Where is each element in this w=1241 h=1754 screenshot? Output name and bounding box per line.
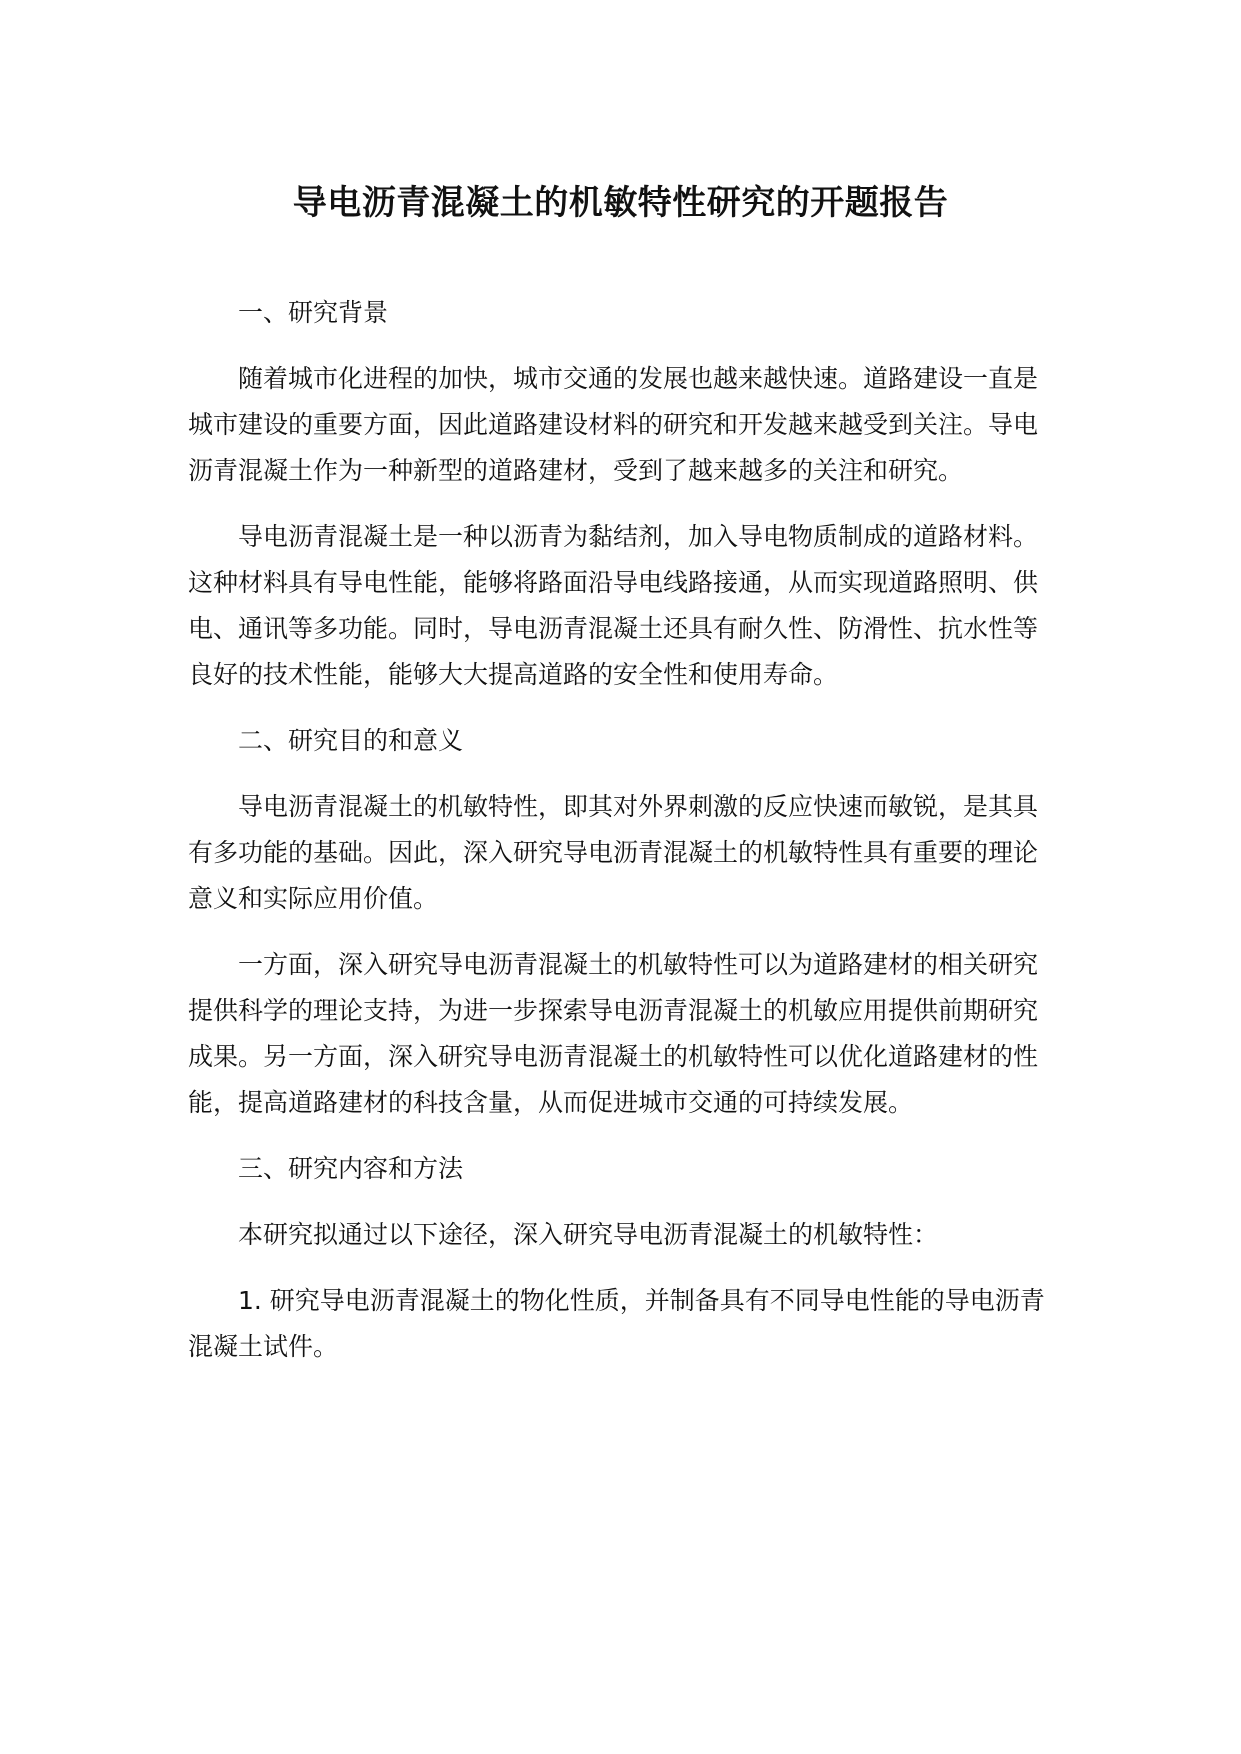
paragraph: 导电沥青混凝土的机敏特性，即其对外界刺激的反应快速而敏锐，是其具有多功能的基础。因此，深入研究导电沥青混凝土的机敏特性具有重要的理论意义和实际应用价值。 bbox=[188, 792, 1039, 913]
section-heading-purpose: 二、研究目的和意义 bbox=[238, 726, 464, 755]
document-body bbox=[188, 290, 1048, 1390]
paragraph: 导电沥青混凝土是一种以沥青为黏结剂，加入导电物质制成的道路材料。这种材料具有导电性能，能够将路面沿导电线路接通，从而实现道路照明、供电、通讯等多功能。同时，导电沥青混凝土还具有耐久性、防滑性、抗水性等良好的技术性能，能够大大提高道路的安全性和使用寿命。 bbox=[188, 522, 1039, 689]
paragraph: 本研究拟通过以下途径，深入研究导电沥青混凝土的机敏特性： bbox=[238, 1220, 939, 1249]
section-heading-background: 一、研究背景 bbox=[238, 298, 389, 327]
document-title: 导电沥青混凝土的机敏特性研究的开题报告 bbox=[292, 183, 949, 223]
section-heading-methods: 三、研究内容和方法 bbox=[238, 1154, 464, 1183]
list-item: 1. 研究导电沥青混凝土的物化性质，并制备具有不同导电性能的导电沥青混凝土试件。 bbox=[188, 1286, 1045, 1361]
paragraph: 随着城市化进程的加快，城市交通的发展也越来越快速。道路建设一直是城市建设的重要方面，因此道路建设材料的研究和开发越来越受到关注。导电沥青混凝土作为一种新型的道路建材，受到了越来越多的关注和研究。 bbox=[188, 364, 1039, 485]
paragraph: 一方面，深入研究导电沥青混凝土的机敏特性可以为道路建材的相关研究提供科学的理论支持，为进一步探索导电沥青混凝土的机敏应用提供前期研究成果。另一方面，深入研究导电沥青混凝土的机敏特性可以优化道路建材的性能，提高道路建材的科技含量，从而促进城市交通的可持续发展。 bbox=[188, 950, 1039, 1117]
